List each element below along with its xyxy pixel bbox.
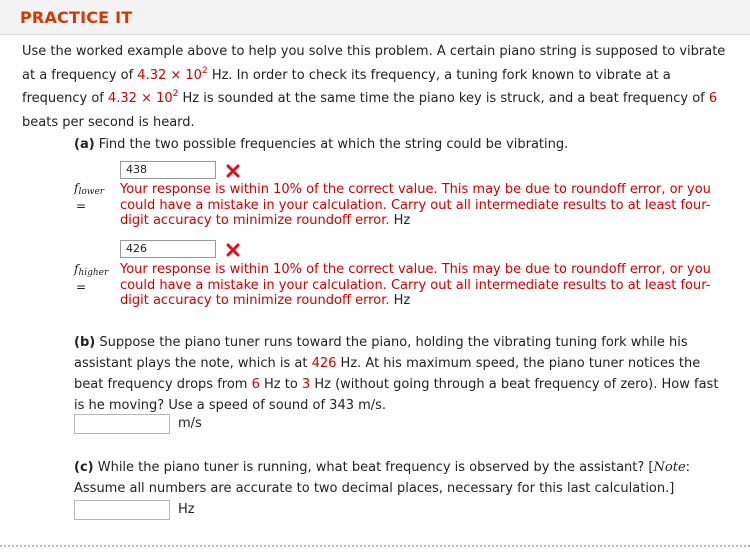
part-b-text: Hz (without going through a beat frequency of zero). How fast is he moving? Use a speed of sound of 343 m/s. <box>74 377 719 413</box>
part-a-text: Find the two possible frequencies at which the string could be vibrating. <box>94 137 569 152</box>
feedback-text: Your response is within 10% of the correct value. This may be due to roundoff error, or you could have a mistake in your calculation. Carry out all intermediate results to at least four-digit accuracy to minimize roundoff error. <box>120 182 711 228</box>
freq2-times: × 10 <box>136 91 173 106</box>
part-c-text: : Assume all numbers are accurate to two decimal places, necessary for this last calculation.] <box>74 460 691 496</box>
var-f: f <box>74 262 79 276</box>
beat-from: 6 <box>251 377 260 392</box>
equals-sign: = <box>76 199 87 213</box>
speed-input[interactable] <box>74 414 170 434</box>
page-title: PRACTICE IT <box>20 8 133 27</box>
f-lower-input[interactable]: 438 <box>120 161 216 179</box>
beat-value: 6 <box>708 91 718 106</box>
f-higher-feedback <box>120 262 720 309</box>
freq1-times: × 10 <box>166 67 202 83</box>
part-b-text: Hz to <box>259 377 302 392</box>
var-sub: lower <box>78 187 105 197</box>
freq1-exp: 2 <box>201 65 208 76</box>
f-lower-label <box>74 181 114 213</box>
f-lower-feedback <box>120 182 720 229</box>
frequency-value-1 <box>137 65 208 83</box>
var-sub: higher <box>78 268 109 278</box>
part-c-label: (c) <box>74 460 94 475</box>
intro-text: beats per second is heard. <box>22 114 195 130</box>
intro-text: Hz. In order to check its frequency, a tuning fork known to vibrate at a frequency of <box>22 67 671 106</box>
frequency-value-2 <box>108 91 178 106</box>
freq2-mantissa: 4.32 <box>108 91 137 106</box>
unit-hz: Hz <box>393 213 411 228</box>
part-b-text: Hz. At his maximum speed, the piano tuner notices the beat frequency drops from <box>74 356 701 392</box>
beat-frequency-input[interactable] <box>74 500 170 520</box>
part-a-label: (a) <box>74 137 95 152</box>
unit-hz: Hz <box>393 293 411 308</box>
f-higher-input[interactable]: 426 <box>120 240 216 258</box>
part-b-question <box>74 332 724 416</box>
incorrect-x-icon <box>226 243 240 257</box>
part-c-text: While the piano tuner is running, what beat frequency is observed by the assistant? [ <box>93 460 654 475</box>
part-b-text: Suppose the piano tuner runs toward the piano, holding the vibrating tuning fork while his assistant plays the note, which is at <box>74 335 688 371</box>
part-b-label: (b) <box>74 335 96 350</box>
note-frequency: 426 <box>311 356 337 371</box>
practice-it-header <box>0 0 750 35</box>
unit-ms: m/s <box>178 416 202 431</box>
note-label: Note <box>653 460 686 475</box>
unit-hz: Hz <box>178 502 195 517</box>
incorrect-x-icon <box>226 164 240 178</box>
freq2-exp: 2 <box>172 89 179 99</box>
part-c-question <box>74 457 724 499</box>
section-divider <box>0 545 750 547</box>
part-a-question <box>74 134 724 155</box>
var-f: f <box>74 181 79 195</box>
beat-to: 3 <box>301 377 311 392</box>
intro-text: Hz is sounded at the same time the piano key is struck, and a beat frequency of <box>178 91 709 106</box>
problem-statement <box>22 40 727 134</box>
f-higher-label <box>74 262 114 294</box>
equals-sign: = <box>76 280 87 294</box>
intro-text: Use the worked example above to help you solve this problem. A certain piano string is supposed to vibrate at a frequency of <box>22 44 726 83</box>
freq1-mantissa: 4.32 <box>137 67 167 83</box>
feedback-text: Your response is within 10% of the correct value. This may be due to roundoff error, or you could have a mistake in your calculation. Carry out all intermediate results to at least four-digit accuracy to minimize roundoff error. <box>120 262 711 308</box>
